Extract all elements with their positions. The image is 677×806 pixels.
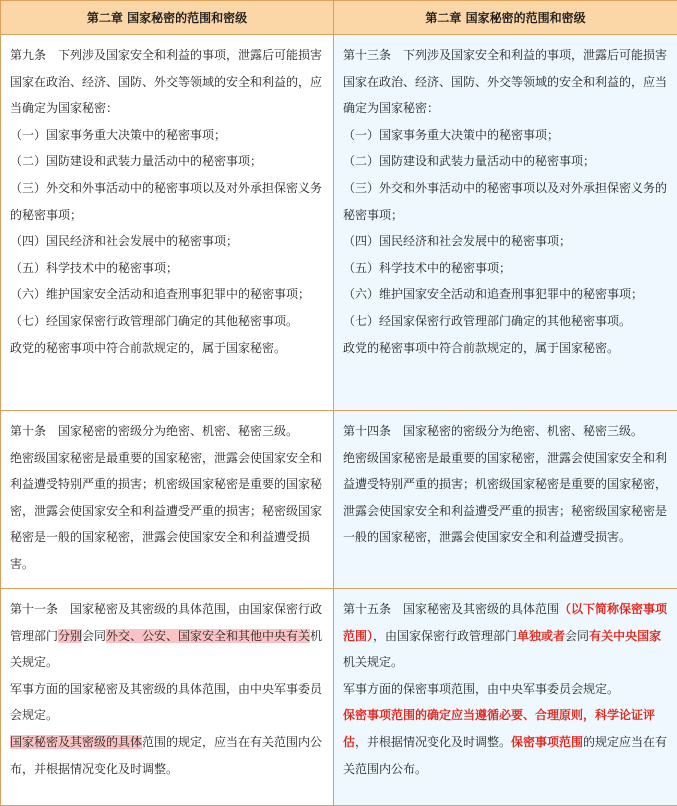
text-segment: ，由国家保密行政管理部门 — [373, 629, 517, 643]
deleted-text-highlight: 分别 — [58, 629, 82, 643]
added-text-highlight: （以下简称保密事项范围） — [343, 602, 667, 643]
article-intro: 第十三条 下列涉及国家安全和利益的事项，泄露后可能损害国家在政治、经济、国防、外交等领域的安全和利益的，应当确定为国家秘密： — [343, 42, 669, 122]
text-segment: 第十一条 国家秘密及其密级的具体范围，由国家保密行政管理部门 — [10, 602, 322, 643]
table-row — [1, 35, 677, 411]
article-para: 军事方面的国家秘密及其密级的具体范围，由中央军事委员会规定。 — [10, 676, 325, 729]
text-segment: 会同 — [82, 629, 106, 643]
article-intro: 第九条 下列涉及国家安全和利益的事项，泄露后可能损害国家在政治、经济、国防、外交等领域的安全和利益的，应当确定为国家秘密： — [10, 42, 325, 122]
article-para: 第十条 国家秘密的密级分为绝密、机密、秘密三级。 — [10, 418, 325, 445]
article-para: 绝密级国家秘密是最重要的国家秘密，泄露会使国家安全和利益遭受特别严重的损害；机密级国家秘密是重要的国家秘密，泄露会使国家安全和利益遭受严重的损害；秘密级国家秘密是一般的国家秘密，泄露会使国家安全和利益遭受损害。 — [10, 445, 325, 578]
text-segment: 的规定应当在有关范围内公布。 — [343, 735, 667, 776]
article-para: 军事方面的保密事项范围，由中央军事委员会规定。 — [343, 676, 669, 703]
header-row — [1, 1, 677, 35]
deleted-text-highlight: 国家秘密及其密级的具体 — [10, 735, 142, 749]
list-item: （一）国家事务重大决策中的秘密事项； — [343, 122, 669, 149]
old-article-9 — [1, 35, 334, 411]
old-article-10 — [1, 411, 334, 589]
table-row — [1, 589, 677, 806]
new-article-13 — [334, 35, 677, 411]
old-article-11 — [1, 589, 334, 806]
text-segment: 会同 — [565, 629, 589, 643]
list-item: （四）国民经济和社会发展中的秘密事项； — [10, 228, 325, 255]
article-para: 第十四条 国家秘密的密级分为绝密、机密、秘密三级。 — [343, 418, 669, 445]
text-segment: 机关规定。 — [343, 655, 403, 669]
new-chapter-title: 第二章 国家秘密的范围和密级 — [334, 1, 677, 35]
article-closing: 政党的秘密事项中符合前款规定的，属于国家秘密。 — [10, 335, 325, 362]
article-para — [10, 729, 325, 782]
list-item: （三）外交和外事活动中的秘密事项以及对外承担保密义务的秘密事项； — [10, 175, 325, 228]
article-para — [10, 596, 325, 676]
added-text-highlight: 单独或者 — [517, 629, 565, 643]
list-item: （四）国民经济和社会发展中的秘密事项； — [343, 228, 669, 255]
added-text-highlight: 保密事项范围 — [511, 735, 583, 749]
new-article-15 — [334, 589, 677, 806]
table-row — [1, 411, 677, 589]
article-para: 绝密级国家秘密是最重要的国家秘密，泄露会使国家安全和利益遭受特别严重的损害；机密级国家秘密是重要的国家秘密，泄露会使国家安全和利益遭受严重的损害；秘密级国家秘密是一般的国家秘密，泄露会使国家安全和利益遭受损害。 — [343, 445, 669, 551]
text-segment: ，并根据情况变化及时调整。 — [355, 735, 511, 749]
article-para — [343, 596, 669, 676]
list-item: （七）经国家保密行政管理部门确定的其他秘密事项。 — [343, 308, 669, 335]
article-closing: 政党的秘密事项中符合前款规定的，属于国家秘密。 — [343, 335, 669, 362]
list-item: （一）国家事务重大决策中的秘密事项； — [10, 122, 325, 149]
list-item: （五）科学技术中的秘密事项； — [343, 255, 669, 282]
list-item: （六）维护国家安全活动和追查刑事犯罪中的秘密事项； — [10, 281, 325, 308]
list-item: （五）科学技术中的秘密事项； — [10, 255, 325, 282]
list-item: （二）国防建设和武装力量活动中的秘密事项； — [343, 148, 669, 175]
list-item: （三）外交和外事活动中的秘密事项以及对外承担保密义务的秘密事项； — [343, 175, 669, 228]
added-text-highlight: 保密事项范围的确定应当遵循必要、合理原则，科学论证评估 — [343, 708, 655, 749]
added-text-highlight: 有关中央国家 — [589, 629, 661, 643]
list-item: （七）经国家保密行政管理部门确定的其他秘密事项。 — [10, 308, 325, 335]
text-segment: 范围的规定，应当在有关范围内公布，并根据情况变化及时调整。 — [10, 735, 322, 776]
text-segment: 机关规定。 — [10, 629, 322, 670]
deleted-text-highlight: 外交、公安、国家安全和其他中央有关 — [106, 629, 310, 643]
article-para — [343, 702, 669, 782]
text-segment: 第十五条 国家秘密及其密级的具体范围 — [343, 602, 559, 616]
list-item: （六）维护国家安全活动和追查刑事犯罪中的秘密事项； — [343, 281, 669, 308]
list-item: （二）国防建设和武装力量活动中的秘密事项； — [10, 148, 325, 175]
old-chapter-title: 第二章 国家秘密的范围和密级 — [1, 1, 334, 35]
new-article-14 — [334, 411, 677, 589]
